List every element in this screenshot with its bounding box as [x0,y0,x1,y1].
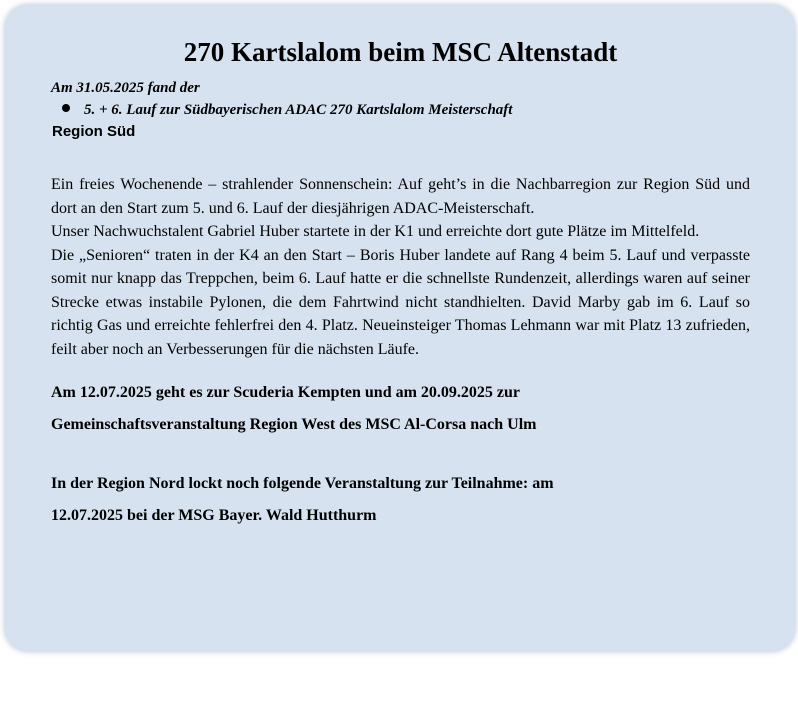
next-events-line-2: Gemeinschaftsveranstaltung Region West des MSC Al-Corsa nach Ulm [51,416,537,433]
next-events-notice [51,377,750,441]
bullet-dot-icon [62,104,70,112]
body-paragraph: Unser Nachwuchstalent Gabriel Huber startete in der K1 und erreichte dort gute Plätze im Mittelfeld. [51,223,700,240]
article-title: 270 Kartslalom beim MSC Altenstadt [183,37,618,67]
article-intro: Am 31.05.2025 fand der [51,80,200,96]
event-bullet [51,100,750,120]
article-body [51,173,750,361]
body-paragraph: Ein freies Wochenende – strahlender Sonnenschein: Auf geht’s in die Nachbarregion zur Region Süd und dort an den Start zum 5. und 6. Lauf der diesjährigen ADAC-Meisterschaft. [51,176,750,217]
region-label: Region Süd [52,123,136,140]
body-paragraph: Die „Senioren“ traten in der K4 an den Start – Boris Huber landete auf Rang 4 beim 5. Lauf und verpasste somit nur knapp das Treppchen, beim 6. Lauf hatte er die schnellste Rundenzeit, allerdings waren auf seiner Strecke etwas instabile Pylonen, die dem Fahrtwind nicht standhielten. David Marby gab im 6. Lauf so richtig Gas und erreichte fehlerfrei den 4. Platz. Neueinsteiger Thomas Lehmann war mit Platz 13 zufrieden, feilt aber noch an Verbesserungen für die nächsten Läufe. [51,246,750,358]
region-nord-line-1: In der Region Nord lockt noch folgende Veranstaltung zur Teilnahme: am [51,475,554,492]
region-nord-notice [51,468,750,532]
region-nord-line-2: 12.07.2025 bei der MSG Bayer. Wald Hutthurm [51,507,377,524]
next-events-line-1: Am 12.07.2025 geht es zur Scuderia Kempten und am 20.09.2025 zur [51,384,521,401]
article-card [6,6,794,650]
event-bullet-text: 5. + 6. Lauf zur Südbayerischen ADAC 270 Kartslalom Meisterschaft [84,102,513,118]
